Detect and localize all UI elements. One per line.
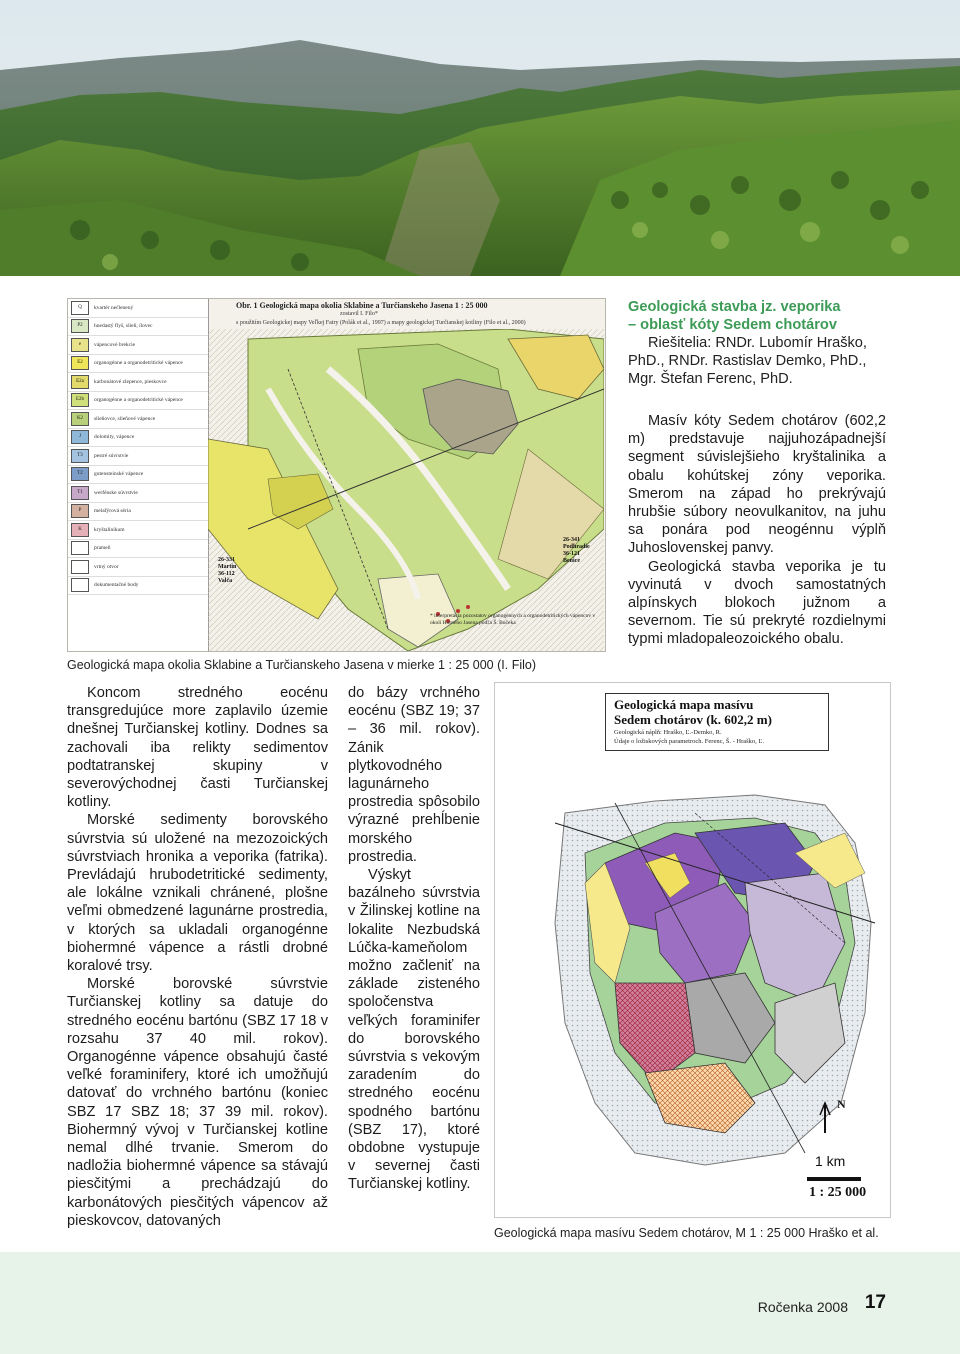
legend-code: K bbox=[78, 526, 82, 532]
legend-text: dokumentačné body bbox=[94, 582, 139, 589]
legend-item bbox=[68, 318, 208, 337]
legend-item bbox=[68, 447, 208, 466]
authors-line2: PhD., RNDr. Rastislav Demko, PhD., bbox=[628, 353, 867, 369]
legend-code: e bbox=[78, 341, 82, 347]
north-arrow-icon: N bbox=[837, 1097, 846, 1111]
legend-text: werfénske súvrstvie bbox=[94, 489, 138, 496]
point-label-line: 26-341 bbox=[563, 537, 580, 543]
paragraph: do bázy vrchného eocénu (SBZ 19; 37 – 36 mil. rokov). Zánik plytkovodného lagunárneho prostredia spôsobilo výrazné prehĺbenie morského prostredia. bbox=[348, 685, 480, 865]
legend-item bbox=[68, 558, 208, 577]
text-column-2 bbox=[348, 684, 480, 1194]
page-footer bbox=[0, 1252, 960, 1354]
legend-item bbox=[68, 392, 208, 411]
legend-item bbox=[68, 410, 208, 429]
legend-swatch bbox=[71, 504, 89, 518]
legend-text: vrtný otvor bbox=[94, 563, 119, 570]
legend-code: T2 bbox=[77, 471, 83, 477]
legend-text: dolomity, vápence bbox=[94, 434, 135, 441]
legend-code: Q bbox=[78, 304, 82, 310]
legend-code: E2b bbox=[75, 397, 85, 403]
paragraph: Masív kóty Sedem chotárov (602,2 m) predstavuje najjuhozápadnejší segment súvislejšieho kryštalinika a obalu kohútskej zóny veporika. Smerom na západ ho prekrývajú hrubšie súbory neovulkanitov, na juhu sa ponára pod neogénnu výplň Juhoslovenskej panvy. bbox=[628, 413, 886, 557]
legend-item bbox=[68, 577, 208, 596]
legend-code: P bbox=[78, 508, 82, 514]
legend-text: hnedastý flyš, slieň, ílovec bbox=[94, 323, 153, 330]
legend-swatch bbox=[71, 356, 89, 370]
legend-text: karbonátové zlepence, pieskovce bbox=[94, 378, 167, 385]
point-label-line: 36-112 bbox=[218, 571, 235, 577]
legend-swatch bbox=[71, 412, 89, 426]
legend-swatch bbox=[71, 393, 89, 407]
map-title: Obr. 1 Geologická mapa okolia Sklabine a Turčianskeho Jasena 1 : 25 000 bbox=[236, 301, 488, 310]
point-label-line: 36-121 bbox=[563, 551, 580, 557]
legend-code: T3 bbox=[77, 452, 83, 458]
map-author: zostavil I. Filo* bbox=[340, 311, 378, 317]
paragraph: Koncom stredného eocénu transgredujúce more zaplavilo územie dnešnej Turčianskej kotliny. Dodnes sa zachovali iba relikty sedimentov podtatranskej skupiny v severovýchodnej časti Turčianskej kotliny. bbox=[67, 685, 328, 811]
figure-caption-1: Geologická mapa okolia Sklabine a Turčianskeho Jasena v mierke 1 : 25 000 (I. Filo) bbox=[67, 658, 536, 672]
legend-item bbox=[68, 540, 208, 559]
publication-name: Ročenka 2008 bbox=[757, 1299, 848, 1315]
paragraph: Morské sedimenty borovského súvrstvia sú uložené na mezozoických súvrstviach hronika a veporika (fatrika). Prevládajú hrubodetritické sedimenty, ale lokálne vznikali chránené, plošne veľmi obmedzené lagunárne prostredia, v ktorých sa ukladali organogénne biohermné vápence a rástli drobné koralové trsy. bbox=[67, 812, 328, 975]
legend-text: melafýrová séria bbox=[94, 508, 131, 515]
legend-swatch bbox=[71, 523, 89, 537]
legend-item bbox=[68, 503, 208, 522]
point-label-podhradie bbox=[563, 537, 590, 565]
legend-item bbox=[68, 484, 208, 503]
geological-map-drawing bbox=[208, 329, 604, 651]
legend-swatch bbox=[71, 319, 89, 333]
mountain-landscape-image bbox=[0, 0, 960, 276]
map2-title-line2: Sedem chotárov (k. 602,2 m) bbox=[614, 712, 772, 727]
map-title-box bbox=[605, 693, 829, 751]
legend-text: organogénne a organodetritické vápence bbox=[94, 397, 183, 404]
point-label-line: Podhradie bbox=[563, 544, 590, 550]
article-title-line2: – oblasť kóty Sedem chotárov bbox=[628, 317, 837, 333]
legend-swatch bbox=[71, 301, 89, 315]
map2-credit-line1: Geologická náplň: Hraško, Ľ.-Demko, R. bbox=[614, 729, 722, 736]
legend-swatch bbox=[71, 338, 89, 352]
scale-ratio: 1 : 25 000 bbox=[809, 1185, 867, 1200]
map-source: s použitím Geologickej mapy Veľkej Fatry (Polák et al., 1997) a mapy geologickej Turčianskej kotliny (Filo et al., 2000) bbox=[236, 320, 526, 326]
legend-code: T1 bbox=[77, 489, 83, 495]
legend-swatch bbox=[71, 560, 89, 574]
text-column-1 bbox=[67, 684, 328, 1230]
figure-caption-2: Geologická mapa masívu Sedem chotárov, M 1 : 25 000 Hraško et al. bbox=[494, 1226, 879, 1240]
legend-text: organogénne a organodetritické vápence bbox=[94, 360, 183, 367]
legend-swatch bbox=[71, 467, 89, 481]
article-title bbox=[628, 298, 890, 334]
legend-text: gutensteinské vápence bbox=[94, 471, 144, 478]
article-title-line1: Geologická stavba jz. veporika bbox=[628, 299, 841, 315]
point-label-line: Benice bbox=[563, 558, 580, 564]
paragraph: Výskyt bazálneho súvrstvia v Žilinskej kotline na lokalite Nezbudská Lúčka-kameňolom možno začleniť na základe zisteného spoločenstva veľkých foraminifer do borovského súvrstvia s vekovým zaradením do stredného eocénu spodného bartónu (SBZ 17), ktoré obdobne vystupuje v severnej časti Turčianskej kotliny. bbox=[348, 867, 480, 1193]
map-note: * interpretácia pozostatov organogénnych a organodetritických vápencov v okolí Horného Jasena podľa Š. Bučeka bbox=[430, 613, 596, 626]
legend-item bbox=[68, 299, 208, 318]
legend-text: kvartér nečlenený bbox=[94, 304, 134, 311]
point-label-line: Valča bbox=[218, 578, 233, 584]
legend-code: K2 bbox=[76, 415, 84, 421]
legend-swatch bbox=[71, 541, 89, 555]
legend-text: kryštalinikum bbox=[94, 526, 125, 533]
page-number: 17 bbox=[864, 1292, 886, 1313]
paragraph: Morské borovské súvrstvie Turčianskej kotliny sa datuje do stredného eocénu bartónu (SBZ 17 18 v rozsahu 37 40 mil. rokov). Organogénne vápence obsahujú časté veľké foraminifery, ktoré ich umožňujú datovať do vrchného bartónu (koniec SBZ 17 SBZ 18; 37 39 mil. rokov). Biohermný vývoj v Turčianskej kotline nemal dlhé trvanie. Smerom do nadložia biohermné vápence sa stávajú piesčitými a prechádzajú do karbonátových piesčitých vápencov až pieskovcov, datovaných bbox=[67, 976, 328, 1229]
legend-code: E2 bbox=[77, 360, 83, 366]
map2-credit-line2: Údaje o ložiskových parametroch. Ferenc, Š. - Hraško, Ľ. bbox=[614, 738, 764, 745]
legend-swatch bbox=[71, 486, 89, 500]
legend-code: J bbox=[79, 434, 81, 440]
authors-line1: Riešitelia: RNDr. Lubomír Hraško, bbox=[648, 335, 867, 351]
legend-swatch bbox=[71, 449, 89, 463]
geological-map-drawing-2 bbox=[495, 683, 890, 1217]
article-authors bbox=[628, 334, 890, 388]
map2-title-line1: Geologická mapa masívu bbox=[614, 697, 754, 712]
landscape-photo bbox=[0, 0, 960, 276]
authors-line3: Mgr. Štefan Ferenc, PhD. bbox=[628, 371, 793, 387]
legend-swatch bbox=[71, 430, 89, 444]
point-label-line: Martin bbox=[218, 564, 237, 570]
article-body-right bbox=[628, 412, 886, 649]
legend-text: prameň bbox=[94, 545, 111, 552]
legend-code: P2 bbox=[77, 323, 83, 329]
legend-swatch bbox=[71, 375, 89, 389]
point-label-line: 26-331 bbox=[218, 557, 235, 563]
legend-text: pestré súvrstvie bbox=[94, 452, 129, 459]
legend-item bbox=[68, 521, 208, 540]
legend-text: vápencové brekcie bbox=[94, 341, 136, 348]
geological-map-sedem-chotarov bbox=[494, 682, 891, 1218]
legend-item bbox=[68, 466, 208, 485]
geological-map-sklabina bbox=[67, 298, 606, 652]
legend-item bbox=[68, 336, 208, 355]
scale-bar-label: 1 km bbox=[815, 1153, 846, 1169]
legend-swatch bbox=[71, 578, 89, 592]
point-label-martin bbox=[218, 557, 236, 585]
legend-code: E2a bbox=[76, 378, 84, 384]
paragraph: Geologická stavba veporika je tu vyvinutá v dvoch samostatných alpínskych blokoch južnom a severnom. Tie sú prekryté rozdielnymi typmi mladopaleozoického obalu. bbox=[628, 558, 886, 648]
legend-item bbox=[68, 355, 208, 374]
legend-text: slieňovce, slieňové vápence bbox=[94, 415, 156, 422]
legend-item bbox=[68, 373, 208, 392]
map-legend bbox=[68, 299, 209, 651]
legend-item bbox=[68, 429, 208, 448]
